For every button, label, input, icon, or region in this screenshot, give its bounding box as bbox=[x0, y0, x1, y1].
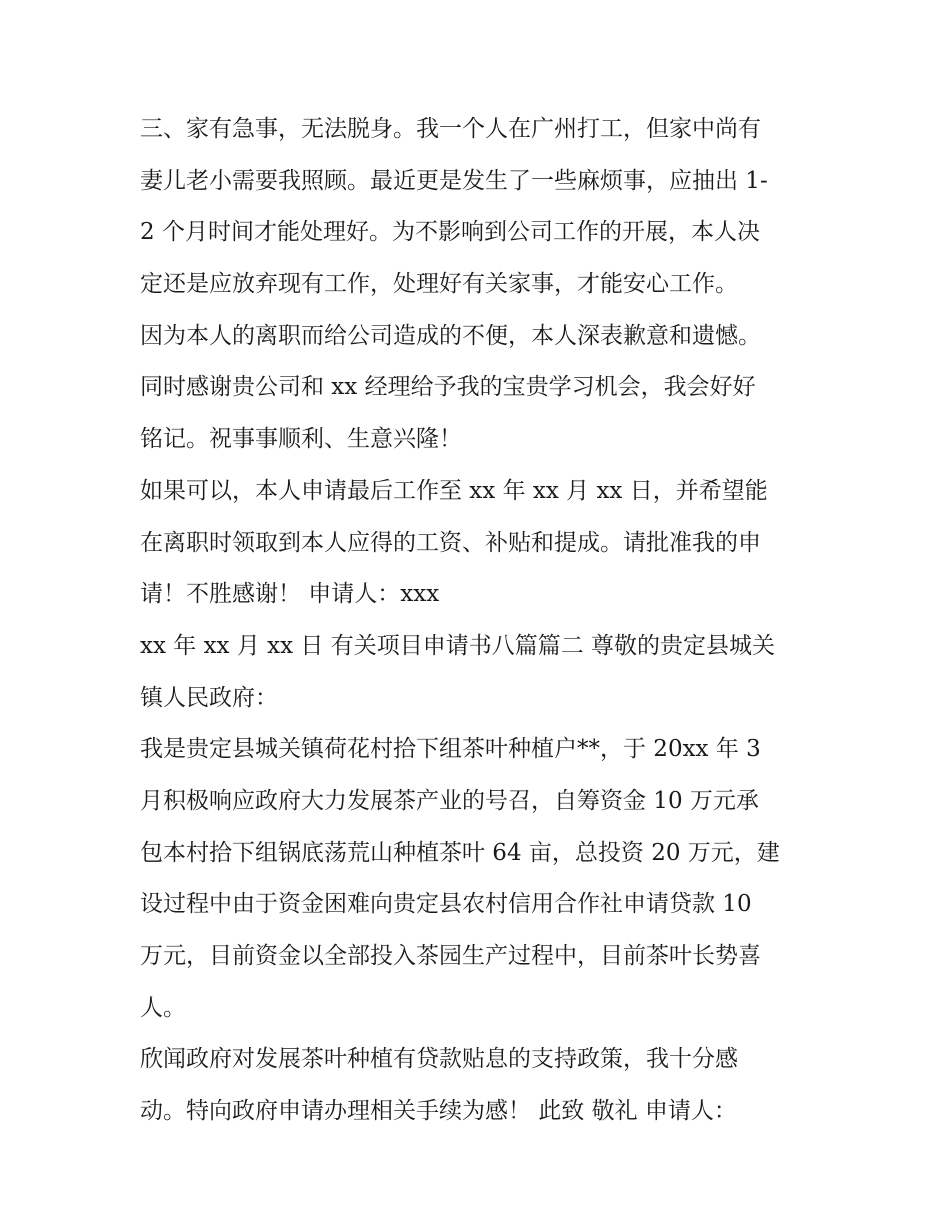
text-line: 三、家有急事，无法脱身。我一个人在广州打工，但家中尚有 bbox=[140, 116, 761, 142]
text-line: 如果可以，本人申请最后工作至 xx 年 xx 月 xx 日，并希望能 bbox=[140, 477, 768, 504]
text-line: xx 年 xx 月 xx 日 有关项目申请书八篇篇二 尊敬的贵定县城关 bbox=[140, 632, 776, 659]
text-line: 同时感谢贵公司和 xx 经理给予我的宝贵学习机会，我会好好 bbox=[140, 374, 756, 401]
text-line: 妻儿老小需要我照顾。最近更是发生了一些麻烦事，应抽出 1- bbox=[140, 167, 768, 194]
text-line: 人。 bbox=[140, 994, 186, 1021]
text-line: 定还是应放弃现有工作，处理好有关家事，才能安心工作。 bbox=[140, 271, 738, 298]
text-line: 2 个月时间才能处理好。为不影响到公司工作的开展，本人决 bbox=[140, 219, 760, 246]
text-line: 月积极响应政府大力发展茶产业的号召，自筹资金 10 万元承 bbox=[140, 787, 759, 814]
text-line: 包本村拾下组锅底荡荒山种植茶叶 64 亩，总投资 20 万元，建 bbox=[140, 839, 780, 866]
text-line: 动。特向政府申请办理相关手续为感！ 此致 敬礼 申请人： bbox=[140, 1098, 737, 1125]
document-body bbox=[140, 104, 830, 1138]
text-line: 请！不胜感谢！ 申请人：xxx bbox=[140, 581, 440, 608]
text-line: 在离职时领取到本人应得的工资、补贴和提成。请批准我的申 bbox=[140, 529, 761, 556]
text-line: 因为本人的离职而给公司造成的不便，本人深表歉意和遗憾。 bbox=[140, 322, 761, 349]
text-line: 我是贵定县城关镇荷花村拾下组茶叶种植户**，于 20xx 年 3 bbox=[140, 736, 761, 763]
text-line: 欣闻政府对发展茶叶种植有贷款贴息的支持政策，我十分感 bbox=[140, 1046, 738, 1073]
text-line: 万元，目前资金以全部投入茶园生产过程中，目前茶叶长势喜 bbox=[140, 943, 761, 969]
text-line: 铭记。祝事事顺利、生意兴隆！ bbox=[140, 426, 462, 453]
text-line: 镇人民政府： bbox=[140, 684, 278, 711]
text-line: 设过程中由于资金困难向贵定县农村信用合作社申请贷款 10 bbox=[140, 891, 752, 918]
